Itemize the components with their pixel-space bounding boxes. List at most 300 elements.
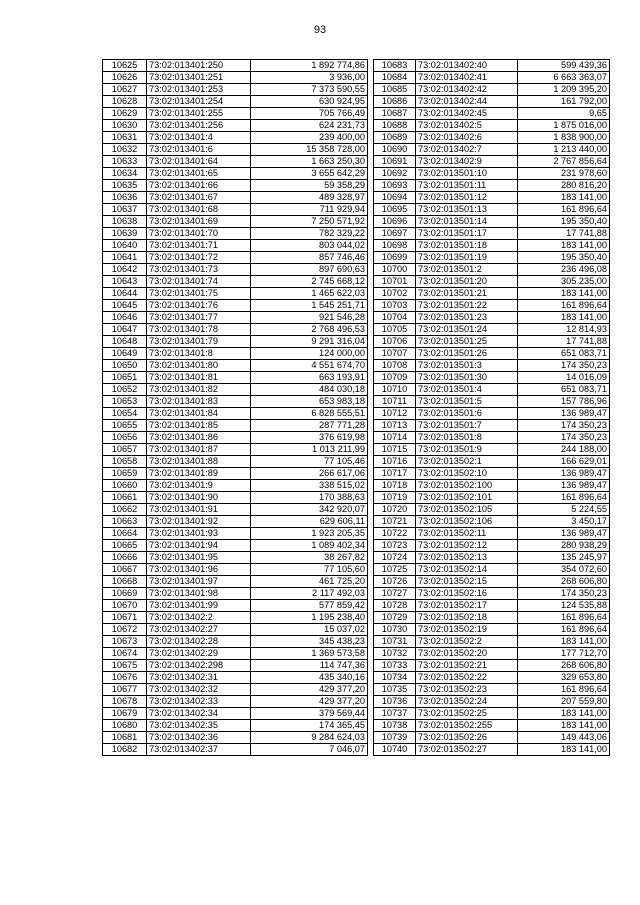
row-number-cell: 10656 [103,432,147,444]
table-row [103,348,368,360]
cadastral-number-cell: 73:02:013402:2 [147,612,251,624]
table-row [374,312,610,324]
cadastral-value-cell: 183 141,00 [518,312,610,324]
cadastral-number-cell: 73:02:013401:84 [147,408,251,420]
table-row [103,444,368,456]
row-number-cell: 10706 [374,336,416,348]
cadastral-value-cell: 435 340,16 [251,672,368,684]
cadastral-value-cell: 239 400,00 [251,132,368,144]
row-number-cell: 10653 [103,396,147,408]
cadastral-number-cell: 73:02:013501:26 [416,348,518,360]
cadastral-value-cell: 14 016,09 [518,372,610,384]
cadastral-number-cell: 73:02:013501:18 [416,240,518,252]
cadastral-value-cell: 1 545 251,71 [251,300,368,312]
cadastral-number-cell: 73:02:013501:4 [416,384,518,396]
cadastral-value-cell: 803 044,02 [251,240,368,252]
row-number-cell: 10665 [103,540,147,552]
row-number-cell: 10729 [374,612,416,624]
cadastral-number-cell: 73:02:013501:3 [416,360,518,372]
cadastral-number-cell: 73:02:013402:37 [147,744,251,756]
table-row [374,300,610,312]
row-number-cell: 10663 [103,516,147,528]
cadastral-number-cell: 73:02:013401:85 [147,420,251,432]
table-row [374,516,610,528]
cadastral-value-cell: 136 989,47 [518,528,610,540]
row-number-cell: 10634 [103,168,147,180]
table-row [374,204,610,216]
table-row [374,408,610,420]
table-row [103,636,368,648]
cadastral-value-cell: 124 535,88 [518,600,610,612]
registry-table-right-body [374,60,610,756]
row-number-cell: 10686 [374,96,416,108]
cadastral-value-cell: 161 896,64 [518,612,610,624]
cadastral-number-cell: 73:02:013402:42 [416,84,518,96]
cadastral-number-cell: 73:02:013402:44 [416,96,518,108]
table-row [374,108,610,120]
cadastral-number-cell: 73:02:013501:19 [416,252,518,264]
cadastral-value-cell: 897 690,63 [251,264,368,276]
table-row [374,168,610,180]
cadastral-value-cell: 124 000,00 [251,348,368,360]
table-row [374,600,610,612]
cadastral-value-cell: 280 816,20 [518,180,610,192]
cadastral-number-cell: 73:02:013402:298 [147,660,251,672]
cadastral-value-cell: 1 892 774,86 [251,60,368,72]
cadastral-value-cell: 599 439,36 [518,60,610,72]
table-row [374,72,610,84]
cadastral-number-cell: 73:02:013401:254 [147,96,251,108]
cadastral-value-cell: 268 606,80 [518,660,610,672]
cadastral-number-cell: 73:02:013402:5 [416,120,518,132]
cadastral-number-cell: 73:02:013501:2 [416,264,518,276]
cadastral-value-cell: 5 224,55 [518,504,610,516]
cadastral-value-cell: 161 896,64 [518,624,610,636]
row-number-cell: 10672 [103,624,147,636]
cadastral-number-cell: 73:02:013502:19 [416,624,518,636]
cadastral-value-cell: 174 350,23 [518,432,610,444]
row-number-cell: 10724 [374,552,416,564]
row-number-cell: 10726 [374,576,416,588]
cadastral-number-cell: 73:02:013502:27 [416,744,518,756]
cadastral-number-cell: 73:02:013401:255 [147,108,251,120]
row-number-cell: 10648 [103,336,147,348]
cadastral-value-cell: 157 786,96 [518,396,610,408]
table-row [103,324,368,336]
cadastral-value-cell: 183 141,00 [518,192,610,204]
row-number-cell: 10637 [103,204,147,216]
cadastral-number-cell: 73:02:013401:70 [147,228,251,240]
row-number-cell: 10639 [103,228,147,240]
cadastral-value-cell: 782 329,22 [251,228,368,240]
cadastral-number-cell: 73:02:013501:21 [416,288,518,300]
table-row [103,84,368,96]
table-row [374,612,610,624]
cadastral-value-cell: 166 629,01 [518,456,610,468]
table-row [103,264,368,276]
table-row [103,612,368,624]
cadastral-number-cell: 73:02:013502:21 [416,660,518,672]
row-number-cell: 10676 [103,672,147,684]
table-row [103,156,368,168]
cadastral-value-cell: 77 105,60 [251,564,368,576]
cadastral-number-cell: 73:02:013502:23 [416,684,518,696]
cadastral-number-cell: 73:02:013401:4 [147,132,251,144]
cadastral-number-cell: 73:02:013501:12 [416,192,518,204]
cadastral-number-cell: 73:02:013401:99 [147,600,251,612]
row-number-cell: 10662 [103,504,147,516]
cadastral-number-cell: 73:02:013502:105 [416,504,518,516]
row-number-cell: 10690 [374,144,416,156]
row-number-cell: 10721 [374,516,416,528]
row-number-cell: 10661 [103,492,147,504]
cadastral-value-cell: 77 105,46 [251,456,368,468]
table-row [374,684,610,696]
cadastral-value-cell: 161 792,00 [518,96,610,108]
cadastral-number-cell: 73:02:013401:76 [147,300,251,312]
table-row [374,264,610,276]
row-number-cell: 10682 [103,744,147,756]
cadastral-value-cell: 231 978,60 [518,168,610,180]
table-row [103,372,368,384]
cadastral-value-cell: 161 896,64 [518,204,610,216]
cadastral-value-cell: 236 496,08 [518,264,610,276]
cadastral-number-cell: 73:02:013502:13 [416,552,518,564]
cadastral-value-cell: 135 245,97 [518,552,610,564]
cadastral-value-cell: 12 814,93 [518,324,610,336]
cadastral-number-cell: 73:02:013401:251 [147,72,251,84]
row-number-cell: 10717 [374,468,416,480]
cadastral-number-cell: 73:02:013401:9 [147,480,251,492]
cadastral-number-cell: 73:02:013502:106 [416,516,518,528]
table-row [103,360,368,372]
cadastral-number-cell: 73:02:013501:6 [416,408,518,420]
cadastral-value-cell: 15 358 728,00 [251,144,368,156]
cadastral-value-cell: 921 546,28 [251,312,368,324]
row-number-cell: 10677 [103,684,147,696]
cadastral-value-cell: 183 141,00 [518,720,610,732]
table-row [103,516,368,528]
table-row [374,732,610,744]
table-row [374,252,610,264]
cadastral-value-cell: 161 896,64 [518,492,610,504]
row-number-cell: 10701 [374,276,416,288]
table-row [374,504,610,516]
table-row [103,120,368,132]
cadastral-number-cell: 73:02:013501:13 [416,204,518,216]
table-row [374,588,610,600]
row-number-cell: 10727 [374,588,416,600]
table-row [103,480,368,492]
row-number-cell: 10626 [103,72,147,84]
cadastral-value-cell: 1 663 250,30 [251,156,368,168]
table-row [103,420,368,432]
table-row [103,144,368,156]
row-number-cell: 10689 [374,132,416,144]
row-number-cell: 10667 [103,564,147,576]
table-row [103,540,368,552]
table-row [374,348,610,360]
row-number-cell: 10669 [103,588,147,600]
cadastral-number-cell: 73:02:013401:253 [147,84,251,96]
registry-table-left [102,59,368,756]
table-row [374,216,610,228]
cadastral-value-cell: 489 328,97 [251,192,368,204]
cadastral-number-cell: 73:02:013401:91 [147,504,251,516]
cadastral-value-cell: 195 350,40 [518,252,610,264]
cadastral-value-cell: 195 350,40 [518,216,610,228]
table-row [374,360,610,372]
row-number-cell: 10625 [103,60,147,72]
row-number-cell: 10735 [374,684,416,696]
cadastral-number-cell: 73:02:013501:7 [416,420,518,432]
table-row [374,468,610,480]
cadastral-number-cell: 73:02:013401:6 [147,144,251,156]
table-row [103,180,368,192]
cadastral-value-cell: 484 030,18 [251,384,368,396]
row-number-cell: 10699 [374,252,416,264]
row-number-cell: 10666 [103,552,147,564]
cadastral-number-cell: 73:02:013402:34 [147,708,251,720]
cadastral-number-cell: 73:02:013401:71 [147,240,251,252]
table-row [374,624,610,636]
cadastral-value-cell: 183 141,00 [518,288,610,300]
row-number-cell: 10683 [374,60,416,72]
cadastral-value-cell: 17 741,88 [518,336,610,348]
row-number-cell: 10693 [374,180,416,192]
row-number-cell: 10680 [103,720,147,732]
cadastral-number-cell: 73:02:013502:2 [416,636,518,648]
cadastral-value-cell: 651 083,71 [518,348,610,360]
table-row [374,96,610,108]
table-row [374,192,610,204]
row-number-cell: 10638 [103,216,147,228]
cadastral-value-cell: 183 141,00 [518,708,610,720]
table-row [103,564,368,576]
cadastral-number-cell: 73:02:013501:9 [416,444,518,456]
cadastral-value-cell: 376 619,98 [251,432,368,444]
table-row [374,156,610,168]
row-number-cell: 10678 [103,696,147,708]
cadastral-value-cell: 342 920,07 [251,504,368,516]
table-row [374,636,610,648]
table-row [374,336,610,348]
cadastral-value-cell: 183 141,00 [518,744,610,756]
cadastral-number-cell: 73:02:013401:96 [147,564,251,576]
cadastral-number-cell: 73:02:013501:30 [416,372,518,384]
table-row [374,180,610,192]
cadastral-number-cell: 73:02:013401:74 [147,276,251,288]
table-row [103,240,368,252]
cadastral-number-cell: 73:02:013501:10 [416,168,518,180]
cadastral-number-cell: 73:02:013502:10 [416,468,518,480]
cadastral-number-cell: 73:02:013502:100 [416,480,518,492]
row-number-cell: 10731 [374,636,416,648]
cadastral-value-cell: 2 117 492,03 [251,588,368,600]
cadastral-number-cell: 73:02:013401:256 [147,120,251,132]
row-number-cell: 10643 [103,276,147,288]
cadastral-number-cell: 73:02:013402:40 [416,60,518,72]
cadastral-number-cell: 73:02:013401:68 [147,204,251,216]
row-number-cell: 10697 [374,228,416,240]
registry-table-left-body [103,60,368,756]
row-number-cell: 10633 [103,156,147,168]
cadastral-number-cell: 73:02:013502:25 [416,708,518,720]
table-row [374,480,610,492]
row-number-cell: 10642 [103,264,147,276]
cadastral-number-cell: 73:02:013402:41 [416,72,518,84]
cadastral-value-cell: 161 896,64 [518,300,610,312]
table-row [103,192,368,204]
cadastral-value-cell: 268 606,80 [518,576,610,588]
cadastral-number-cell: 73:02:013502:16 [416,588,518,600]
table-row [374,60,610,72]
cadastral-value-cell: 7 250 571,92 [251,216,368,228]
row-number-cell: 10646 [103,312,147,324]
table-row [103,504,368,516]
table-row [374,492,610,504]
cadastral-value-cell: 1 923 205,35 [251,528,368,540]
cadastral-value-cell: 3 450,17 [518,516,610,528]
row-number-cell: 10718 [374,480,416,492]
cadastral-number-cell: 73:02:013401:250 [147,60,251,72]
cadastral-number-cell: 73:02:013501:11 [416,180,518,192]
cadastral-value-cell: 1 213 440,00 [518,144,610,156]
cadastral-number-cell: 73:02:013501:14 [416,216,518,228]
cadastral-value-cell: 1 465 622,03 [251,288,368,300]
cadastral-number-cell: 73:02:013401:88 [147,456,251,468]
row-number-cell: 10719 [374,492,416,504]
row-number-cell: 10711 [374,396,416,408]
table-row [103,744,368,756]
row-number-cell: 10728 [374,600,416,612]
table-row [103,72,368,84]
cadastral-number-cell: 73:02:013502:20 [416,648,518,660]
cadastral-number-cell: 73:02:013502:101 [416,492,518,504]
cadastral-value-cell: 177 712,70 [518,648,610,660]
table-row [374,396,610,408]
row-number-cell: 10704 [374,312,416,324]
table-row [103,660,368,672]
cadastral-number-cell: 73:02:013402:7 [416,144,518,156]
row-number-cell: 10685 [374,84,416,96]
row-number-cell: 10681 [103,732,147,744]
cadastral-value-cell: 207 559,80 [518,696,610,708]
table-row [103,588,368,600]
row-number-cell: 10628 [103,96,147,108]
cadastral-value-cell: 136 989,47 [518,468,610,480]
table-row [103,396,368,408]
row-number-cell: 10716 [374,456,416,468]
cadastral-number-cell: 73:02:013401:65 [147,168,251,180]
table-row [103,312,368,324]
cadastral-value-cell: 149 443,06 [518,732,610,744]
row-number-cell: 10708 [374,360,416,372]
table-row [374,576,610,588]
table-row [103,108,368,120]
row-number-cell: 10644 [103,288,147,300]
table-row [103,528,368,540]
row-number-cell: 10631 [103,132,147,144]
cadastral-number-cell: 73:02:013401:86 [147,432,251,444]
table-row [374,672,610,684]
cadastral-value-cell: 461 725,20 [251,576,368,588]
table-row [374,708,610,720]
row-number-cell: 10700 [374,264,416,276]
table-row [374,564,610,576]
cadastral-number-cell: 73:02:013501:25 [416,336,518,348]
cadastral-number-cell: 73:02:013402:35 [147,720,251,732]
table-row [103,336,368,348]
row-number-cell: 10658 [103,456,147,468]
cadastral-value-cell: 183 141,00 [518,636,610,648]
table-row [103,432,368,444]
table-row [103,276,368,288]
table-row [103,228,368,240]
cadastral-value-cell: 379 569,44 [251,708,368,720]
row-number-cell: 10647 [103,324,147,336]
cadastral-value-cell: 305 235,00 [518,276,610,288]
row-number-cell: 10641 [103,252,147,264]
table-row [103,696,368,708]
table-row [374,552,610,564]
cadastral-value-cell: 329 653,80 [518,672,610,684]
row-number-cell: 10632 [103,144,147,156]
cadastral-value-cell: 38 267,82 [251,552,368,564]
cadastral-value-cell: 1 369 573,58 [251,648,368,660]
cadastral-value-cell: 9 284 624,03 [251,732,368,744]
cadastral-value-cell: 7 046,07 [251,744,368,756]
table-row [103,204,368,216]
table-row [103,288,368,300]
cadastral-value-cell: 15 037,02 [251,624,368,636]
row-number-cell: 10702 [374,288,416,300]
cadastral-value-cell: 711 929,94 [251,204,368,216]
cadastral-number-cell: 73:02:013401:81 [147,372,251,384]
table-row [103,216,368,228]
table-row [103,60,368,72]
cadastral-number-cell: 73:02:013401:8 [147,348,251,360]
cadastral-value-cell: 429 377,20 [251,696,368,708]
row-number-cell: 10733 [374,660,416,672]
cadastral-number-cell: 73:02:013502:22 [416,672,518,684]
row-number-cell: 10705 [374,324,416,336]
row-number-cell: 10734 [374,672,416,684]
cadastral-number-cell: 73:02:013502:17 [416,600,518,612]
cadastral-value-cell: 136 989,47 [518,408,610,420]
table-row [103,624,368,636]
table-row [103,684,368,696]
row-number-cell: 10660 [103,480,147,492]
row-number-cell: 10692 [374,168,416,180]
row-number-cell: 10655 [103,420,147,432]
row-number-cell: 10629 [103,108,147,120]
cadastral-value-cell: 244 188,00 [518,444,610,456]
cadastral-number-cell: 73:02:013501:24 [416,324,518,336]
table-row [374,276,610,288]
cadastral-value-cell: 1 209 395,20 [518,84,610,96]
table-row [374,528,610,540]
row-number-cell: 10720 [374,504,416,516]
cadastral-number-cell: 73:02:013402:45 [416,108,518,120]
cadastral-value-cell: 1 875 016,00 [518,120,610,132]
row-number-cell: 10703 [374,300,416,312]
row-number-cell: 10691 [374,156,416,168]
row-number-cell: 10645 [103,300,147,312]
table-row [374,228,610,240]
cadastral-value-cell: 174 350,23 [518,420,610,432]
cadastral-value-cell: 174 365,45 [251,720,368,732]
